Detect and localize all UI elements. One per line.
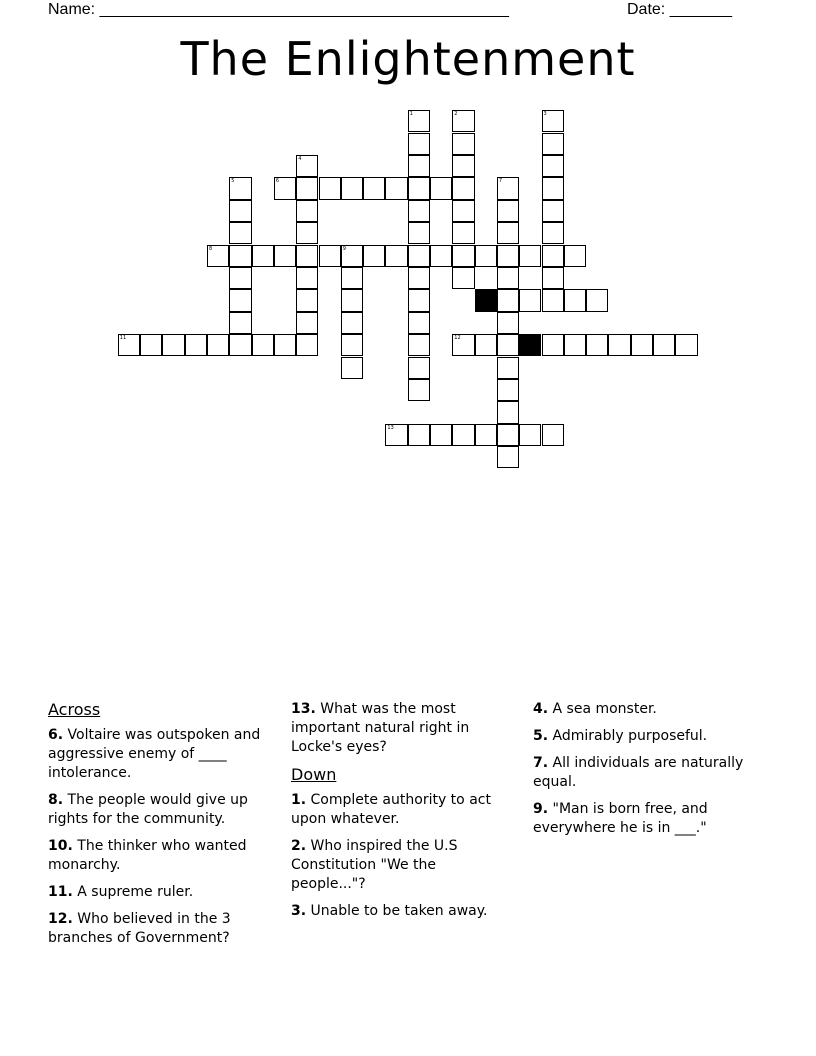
puzzle-title: The Enlightenment	[180, 32, 636, 86]
grid-cell[interactable]	[408, 312, 430, 334]
grid-cell[interactable]	[497, 446, 519, 468]
clue-item	[48, 910, 278, 948]
clue-number: 6	[275, 178, 280, 185]
clue-number-label: 12.	[48, 911, 73, 927]
clue-number-label: 11.	[48, 884, 73, 900]
clue-text: Complete authority to act upon whatever.	[291, 792, 491, 827]
grid-cell[interactable]	[296, 245, 318, 267]
grid-cell[interactable]	[542, 334, 564, 356]
grid-cell[interactable]	[452, 155, 474, 177]
grid-cell[interactable]	[586, 334, 608, 356]
clue-number: 5	[231, 178, 235, 185]
grid-cell[interactable]	[430, 424, 452, 446]
grid-cell[interactable]	[542, 424, 564, 446]
grid-cell[interactable]	[430, 245, 452, 267]
grid-cell[interactable]	[296, 155, 318, 177]
grid-cell[interactable]	[653, 334, 675, 356]
grid-cell[interactable]	[475, 424, 497, 446]
grid-cell[interactable]	[452, 133, 474, 155]
clue-number: 3	[543, 111, 547, 118]
grid-cell[interactable]	[341, 289, 363, 311]
grid-cell[interactable]	[452, 245, 474, 267]
grid-cell[interactable]	[229, 267, 251, 289]
date-field-line[interactable]: Date: _______	[627, 1, 732, 18]
grid-cell[interactable]	[519, 245, 541, 267]
clue-number: 10	[476, 290, 483, 297]
grid-cell[interactable]	[608, 334, 630, 356]
clue-number: 8	[209, 245, 213, 252]
grid-cell[interactable]	[586, 289, 608, 311]
clue-text: Who believed in the 3 branches of Government?	[48, 911, 231, 946]
grid-cell[interactable]	[296, 267, 318, 289]
down-heading: Down	[291, 765, 337, 784]
black-cell	[475, 289, 497, 311]
grid-cell[interactable]	[229, 222, 251, 244]
grid-cell[interactable]	[341, 334, 363, 356]
grid-cell[interactable]	[452, 222, 474, 244]
grid-cell[interactable]	[229, 245, 251, 267]
name-field-line[interactable]: Name: ______________________________________________	[48, 1, 509, 18]
grid-cell[interactable]	[497, 245, 519, 267]
clue-text: A supreme ruler.	[72, 884, 194, 900]
clue-number-label: 10.	[48, 838, 73, 854]
grid-cell[interactable]	[430, 177, 452, 199]
grid-cell[interactable]	[140, 334, 162, 356]
clues-column-2	[291, 700, 491, 929]
grid-cell[interactable]	[408, 200, 430, 222]
clue-item	[48, 837, 278, 875]
grid-cell[interactable]	[452, 200, 474, 222]
grid-cell[interactable]	[452, 267, 474, 289]
grid-cell[interactable]	[408, 133, 430, 155]
clue-number-label: 9.	[533, 801, 549, 817]
grid-cell[interactable]	[341, 312, 363, 334]
clue-item	[291, 791, 491, 829]
grid-cell[interactable]	[341, 357, 363, 379]
grid-cell[interactable]	[452, 424, 474, 446]
grid-cell[interactable]	[408, 267, 430, 289]
grid-cell[interactable]	[408, 424, 430, 446]
grid-cell[interactable]	[675, 334, 697, 356]
grid-cell[interactable]	[497, 267, 519, 289]
grid-cell[interactable]	[274, 177, 296, 199]
clue-number-label: 4.	[533, 701, 549, 717]
grid-cell[interactable]	[497, 357, 519, 379]
grid-cell[interactable]	[542, 222, 564, 244]
clue-number-label: 8.	[48, 792, 64, 808]
grid-cell[interactable]	[341, 267, 363, 289]
grid-cell[interactable]	[542, 133, 564, 155]
clue-text: "Man is born free, and everywhere he is in ___."	[533, 801, 708, 836]
grid-cell[interactable]	[296, 177, 318, 199]
grid-cell[interactable]	[542, 245, 564, 267]
grid-cell[interactable]	[341, 177, 363, 199]
grid-cell[interactable]	[274, 334, 296, 356]
clue-number-label: 7.	[533, 755, 549, 771]
grid-cell[interactable]	[185, 334, 207, 356]
grid-cell[interactable]	[252, 245, 274, 267]
grid-cell[interactable]	[564, 334, 586, 356]
grid-cell[interactable]	[296, 200, 318, 222]
clue-number-label: 3.	[291, 903, 307, 919]
grid-cell[interactable]	[631, 334, 653, 356]
grid-cell[interactable]	[408, 155, 430, 177]
clue-text: What was the most important natural right in Locke's eyes?	[291, 701, 470, 755]
grid-cell[interactable]	[452, 334, 474, 356]
grid-cell[interactable]	[497, 401, 519, 423]
grid-cell[interactable]	[408, 177, 430, 199]
clue-number: 9	[342, 245, 346, 252]
grid-cell[interactable]	[475, 245, 497, 267]
clue-item	[291, 902, 491, 921]
grid-cell[interactable]	[452, 110, 474, 132]
clues-column-3	[533, 700, 763, 846]
grid-cell[interactable]	[385, 177, 407, 199]
clue-number: 1	[409, 111, 413, 118]
grid-cell[interactable]	[408, 245, 430, 267]
clue-number: 12	[454, 335, 461, 342]
grid-cell[interactable]	[207, 245, 229, 267]
grid-cell[interactable]	[319, 177, 341, 199]
grid-cell[interactable]	[542, 155, 564, 177]
grid-cell[interactable]	[296, 222, 318, 244]
clue-item	[291, 837, 491, 894]
grid-cell[interactable]	[363, 245, 385, 267]
clue-text: The thinker who wanted monarchy.	[48, 838, 247, 873]
clues-column-1	[48, 700, 278, 956]
grid-cell[interactable]	[408, 222, 430, 244]
grid-cell[interactable]	[341, 245, 363, 267]
grid-cell[interactable]	[408, 357, 430, 379]
grid-cell[interactable]	[229, 334, 251, 356]
clue-number: 13	[387, 424, 394, 431]
grid-cell[interactable]	[452, 177, 474, 199]
clue-item	[533, 727, 763, 746]
grid-cell[interactable]	[542, 110, 564, 132]
grid-cell[interactable]	[497, 334, 519, 356]
clue-item	[48, 726, 278, 783]
grid-cell[interactable]	[319, 245, 341, 267]
clue-number: 2	[454, 111, 458, 118]
grid-cell[interactable]	[408, 289, 430, 311]
grid-cell[interactable]	[229, 177, 251, 199]
clue-number-label: 1.	[291, 792, 307, 808]
clue-number-label: 5.	[533, 728, 549, 744]
clue-text: Voltaire was outspoken and aggressive enemy of ____ intolerance.	[48, 727, 261, 781]
grid-cell[interactable]	[363, 177, 385, 199]
grid-cell[interactable]	[274, 245, 296, 267]
grid-cell[interactable]	[542, 177, 564, 199]
grid-cell[interactable]	[207, 334, 229, 356]
clue-item	[291, 700, 491, 757]
grid-cell[interactable]	[162, 334, 184, 356]
clue-number: 7	[498, 178, 503, 185]
clue-item	[533, 754, 763, 792]
grid-cell[interactable]	[497, 200, 519, 222]
grid-cell[interactable]	[385, 245, 407, 267]
clue-number-label: 6.	[48, 727, 64, 743]
clue-number-label: 2.	[291, 838, 307, 854]
grid-cell[interactable]	[475, 334, 497, 356]
grid-cell[interactable]	[229, 200, 251, 222]
grid-cell[interactable]	[296, 334, 318, 356]
clue-number: 4	[298, 155, 302, 162]
grid-cell[interactable]	[542, 289, 564, 311]
across-heading: Across	[48, 700, 101, 719]
clue-text: Admirably purposeful.	[548, 728, 708, 744]
grid-cell[interactable]	[497, 222, 519, 244]
grid-cell[interactable]	[519, 289, 541, 311]
grid-cell[interactable]	[296, 312, 318, 334]
clue-item	[48, 791, 278, 829]
clue-text: A sea monster.	[548, 701, 657, 717]
black-cell	[519, 334, 541, 356]
grid-cell[interactable]	[542, 200, 564, 222]
clue-text: Unable to be taken away.	[306, 903, 488, 919]
clue-item	[533, 800, 763, 838]
grid-cell[interactable]	[408, 379, 430, 401]
grid-cell[interactable]	[229, 312, 251, 334]
grid-cell[interactable]	[497, 424, 519, 446]
clue-number-label: 13.	[291, 701, 316, 717]
grid-cell[interactable]	[519, 424, 541, 446]
grid-cell[interactable]	[497, 312, 519, 334]
grid-cell[interactable]	[564, 245, 586, 267]
grid-cell[interactable]	[118, 334, 140, 356]
clue-text: All individuals are naturally equal.	[533, 755, 744, 790]
grid-cell[interactable]	[497, 289, 519, 311]
grid-cell[interactable]	[564, 289, 586, 311]
grid-cell[interactable]	[229, 289, 251, 311]
clue-item	[48, 883, 278, 902]
grid-cell[interactable]	[385, 424, 407, 446]
grid-cell[interactable]	[296, 289, 318, 311]
clue-item	[533, 700, 763, 719]
clue-text: Who inspired the U.S Constitution "We the people..."?	[291, 838, 458, 892]
grid-cell[interactable]	[252, 334, 274, 356]
grid-cell[interactable]	[497, 379, 519, 401]
clue-number: 11	[119, 335, 127, 342]
clue-text: The people would give up rights for the community.	[48, 792, 248, 827]
grid-cell[interactable]	[497, 177, 519, 199]
grid-cell[interactable]	[542, 267, 564, 289]
grid-cell[interactable]	[408, 110, 430, 132]
grid-cell[interactable]	[408, 334, 430, 356]
